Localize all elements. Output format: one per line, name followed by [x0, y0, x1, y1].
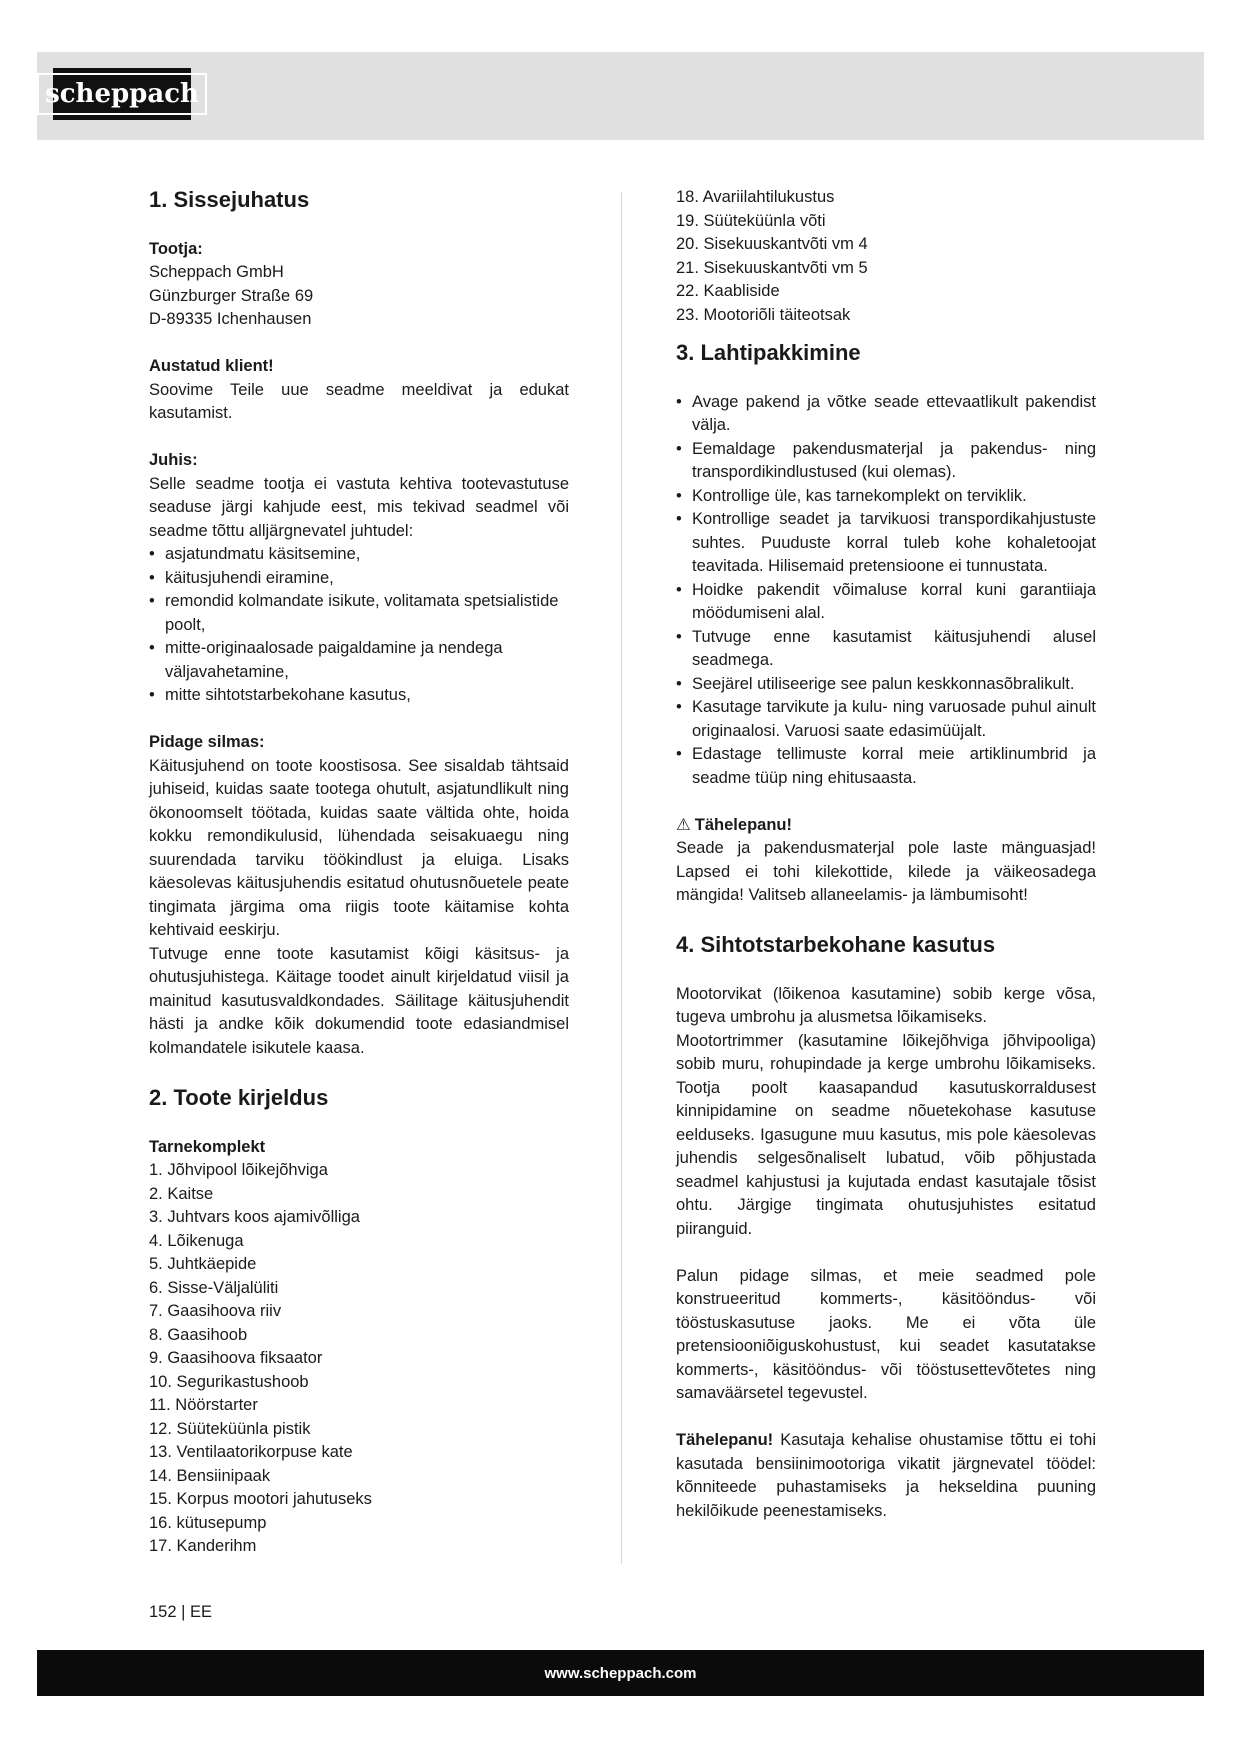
- page-number: 152 | EE: [149, 1603, 212, 1621]
- website-link[interactable]: www.scheppach.com: [544, 1664, 697, 1682]
- list-item: 12. Süüteküünla pistik: [149, 1419, 311, 1438]
- manufacturer-line: D-89335 Ichenhausen: [149, 310, 312, 328]
- list-item: 6. Sisse-Väljalüliti: [149, 1278, 279, 1297]
- footer-bar: [37, 1650, 1204, 1696]
- list-item: • Seejärel utiliseerige see palun keskkonnasõbralikult.: [676, 673, 1096, 697]
- list-item: 19. Süüteküünla võti: [676, 211, 826, 230]
- customer-label: Austatud klient!: [149, 357, 274, 375]
- note-bullet-list: [149, 543, 569, 708]
- list-item: 5. Juhtkäepide: [149, 1255, 257, 1273]
- list-item: • Tutvuge enne kasutamist käitusjuhendi alusel seadmega.: [676, 626, 1096, 673]
- list-item: 9. Gaasihoova fiksaator: [149, 1349, 323, 1367]
- attention-label: Tähelepanu!: [676, 1431, 774, 1449]
- use-text-3: Palun pidage silmas, et meie seadmed pole konstrueeritud kommerts-, käsitööndus- või tööstuskasutuse jaoks. Me ei võta üle pretensiooniõiguskohustust, kui seadet kasutatakse kommerts-, käsitööndus- või tööstusettevõtetes ning samaväärsetel tegevustel.: [676, 1266, 1096, 1402]
- delivery-label: Tarnekomplekt: [149, 1137, 266, 1156]
- warning-text: Seade ja pakendusmaterjal pole laste mänguasjad! Lapsed ei tohi kilekottide, kilede ja väikeosadega mängida! Valitseb allaneelamis- ja lämbumisoht!: [676, 839, 1096, 904]
- right-column: [676, 186, 1096, 1523]
- observe-text-2: Tutvuge enne toote kasutamist kõigi käsitsus- ja ohutusjuhistega. Käitage toodet ainult kirjeldatud viisil ja mainitud kasutusvaldkondades. Säilitage käitusjuhendit hästi ja andke kõik dokumendid toote edasiandmisel kolmandatele isikutele kaasa.: [149, 944, 569, 1057]
- warning-label: Tähelepanu!: [694, 815, 792, 834]
- list-item: • remondid kolmandate isikute, volitamata spetsialistide poolt,: [149, 590, 569, 637]
- list-item: • Avage pakend ja võtke seade ettevaatlikult pakendist välja.: [676, 391, 1096, 438]
- observe-label: Pidage silmas:: [149, 733, 265, 751]
- delivery-list-continued: [676, 186, 1096, 327]
- note-label: Juhis:: [149, 451, 198, 469]
- manufacturer-label: Tootja:: [149, 239, 203, 258]
- list-item: 21. Sisekuuskantvõti vm 5: [676, 258, 868, 277]
- list-item: • Kasutage tarvikute ja kulu- ning varuosade puhul ainult originaalosi. Varuosi saate edasimüüjalt.: [676, 696, 1096, 743]
- list-item: 16. kütusepump: [149, 1513, 267, 1532]
- list-item: 11. Nöörstarter: [149, 1396, 258, 1414]
- brand-logo[interactable]: [45, 68, 199, 120]
- list-item: • asjatundmatu käsitsemine,: [149, 543, 569, 567]
- list-item: • Kontrollige üle, kas tarnekomplekt on terviklik.: [676, 485, 1096, 509]
- list-item: 1. Jõhvipool lõikejõhviga: [149, 1161, 328, 1179]
- list-item: 20. Sisekuuskantvõti vm 4: [676, 235, 868, 253]
- list-item: 2. Kaitse: [149, 1184, 214, 1203]
- list-item: • Eemaldage pakendusmaterjal ja pakendus- ning transpordikindlustused (kui olemas).: [676, 438, 1096, 485]
- list-item: 17. Kanderihm: [149, 1537, 257, 1555]
- list-item: 13. Ventilaatorikorpuse kate: [149, 1443, 353, 1461]
- warning-heading: [676, 814, 1096, 838]
- logo-text: scheppach: [37, 73, 207, 115]
- column-divider: [621, 192, 622, 1564]
- warning-triangle-icon: ⚠: [676, 815, 691, 834]
- note-text: Selle seadme tootja ei vastuta kehtiva tootevastutuse seaduse järgi kahjude eest, mis tekivad seadmel või seadme tõttu alljärgnevatel juhtudel:: [149, 474, 569, 540]
- section-3-title: 3. Lahtipakkimine: [676, 340, 861, 365]
- attention-paragraph: [676, 1429, 1096, 1523]
- list-item: 10. Segurikastushoob: [149, 1372, 309, 1391]
- list-item: 4. Lõikenuga: [149, 1231, 244, 1250]
- list-item: • mitte sihtotstarbekohane kasutus,: [149, 684, 569, 708]
- list-item: • mitte-originaalosade paigaldamine ja nendega väljavahetamine,: [149, 637, 569, 684]
- use-text-1: Mootorvikat (lõikenoa kasutamine) sobib kerge võsa, tugeva umbrohu ja alusmetsa lõikamiseks.: [676, 984, 1096, 1026]
- section-1-title: 1. Sissejuhatus: [149, 187, 310, 212]
- delivery-list: [149, 1159, 569, 1559]
- header-bar: [37, 52, 1204, 140]
- attention-text: Kasutaja kehalise ohustamise tõttu ei tohi kasutada bensiinimootoriga vikatit järgnevatel töödel: kõnniteede puhastamiseks ja hekseldina puuning hekilõikude peenestamiseks.: [676, 1431, 1096, 1520]
- list-item: 3. Juhtvars koos ajamivõlliga: [149, 1208, 360, 1226]
- list-item: 7. Gaasihoova riiv: [149, 1302, 282, 1320]
- list-item: 18. Avariilahtilukustus: [676, 188, 835, 206]
- left-column: [149, 186, 569, 1559]
- list-item: 23. Mootoriõli täiteotsak: [676, 305, 851, 324]
- list-item: • Kontrollige seadet ja tarvikuosi transpordikahjustuste suhtes. Puuduste korral tuleb kohe kohaletoojat teavitada. Hilisemaid pretensioone ei tunnustata.: [676, 508, 1096, 579]
- list-item: • käitusjuhendi eiramine,: [149, 567, 569, 591]
- manufacturer-line: Scheppach GmbH: [149, 263, 284, 281]
- manufacturer-line: Günzburger Straße 69: [149, 286, 314, 305]
- use-text-2: Mootortrimmer (kasutamine lõikejõhviga jõhvipooliga) sobib muru, rohupindade ja kerge umbrohu lõikamiseks. Tootja poolt kaasapandud kasutuskorraldusest kinnipidamine on seadme nõuetekohase kasutuse eelduseks. Igasugune muu kasutus, mis pole käesolevas juhendis selgesõnaliselt lubatud, võib põhjustada seadmel kahjustusi ja kujutada endast kasutajale tõsist ohtu. Järgige tingimata ohutusjuhistes esitatud piiranguid.: [676, 1031, 1096, 1238]
- observe-text-1: Käitusjuhend on toote koostisosa. See sisaldab tähtsaid juhiseid, kuidas saate tootega ohutult, asjatundlikult ning ökonoomselt töötada, kuidas saate vältida ohte, hoida kokku remondikulusid, lühendada seisakuaegu ning suurendada tarviku töökindlust ja eluiga. Lisaks käesolevas käitusjuhendis esitatud ohutusnõuetele peate tingimata järgima oma riigis toote käitamise kohta kehtivaid eeskirju.: [149, 756, 569, 939]
- list-item: • Hoidke pakendit võimaluse korral kuni garantiiaja möödumiseni alal.: [676, 579, 1096, 626]
- section-2-title: 2. Toote kirjeldus: [149, 1085, 329, 1110]
- list-item: 22. Kaabliside: [676, 282, 780, 300]
- section-4-title: 4. Sihtotstarbekohane kasutus: [676, 932, 996, 957]
- customer-text: Soovime Teile uue seadme meeldivat ja edukat kasutamist.: [149, 380, 569, 422]
- list-item: 8. Gaasihoob: [149, 1325, 248, 1344]
- list-item: 14. Bensiinipaak: [149, 1466, 271, 1485]
- list-item: • Edastage tellimuste korral meie artiklinumbrid ja seadme tüüp ning ehitusaasta.: [676, 743, 1096, 790]
- list-item: 15. Korpus mootori jahutuseks: [149, 1490, 372, 1508]
- unpack-bullet-list: [676, 391, 1096, 791]
